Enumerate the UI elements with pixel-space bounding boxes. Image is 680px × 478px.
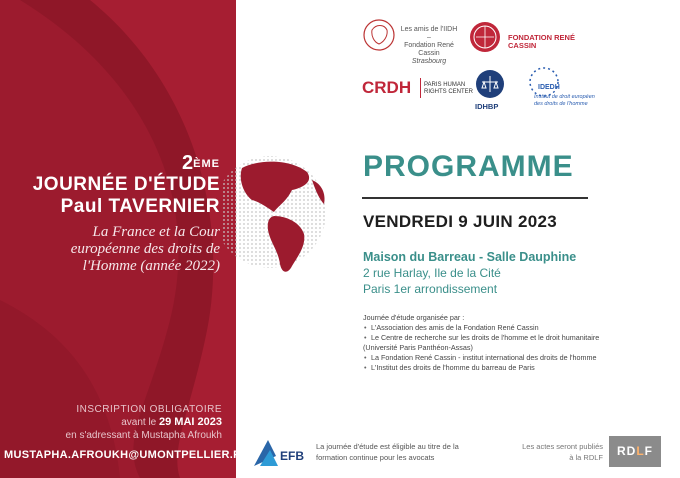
- idedh-sub: Institut de droit européen des droits de l'homme: [534, 94, 595, 107]
- partner-logos: [360, 16, 600, 116]
- left-panel: [0, 0, 236, 478]
- amis-logo-text: Les amis de l'IIDH – Fondation René Cassin Strasbourg: [400, 26, 458, 65]
- idedh-logo-text: IDEDH: [538, 84, 560, 91]
- edition: [0, 152, 220, 174]
- contact-email[interactable]: MUSTAPHA.AFROUKH@UMONTPELLIER.FR: [4, 449, 249, 461]
- idhbp-logo-text: IDHBP: [475, 102, 499, 111]
- list-item: • L'Association des amis de la Fondation René Cassin: [371, 323, 608, 333]
- subtitle-line: La France et la Cour: [92, 224, 220, 240]
- idhbp-scales-icon: [474, 68, 510, 100]
- list-item: • L'Institut des droits de l'homme du barreau de Paris: [371, 363, 608, 373]
- organizers-intro: Journée d'étude organisée par :: [363, 313, 465, 322]
- efb-eligibility: La journée d'étude est éligible au titre de la formation continue pour les avocats: [316, 442, 459, 462]
- venue-district: Paris 1er arrondissement: [363, 282, 498, 296]
- crdh-divider: [420, 78, 421, 98]
- venue-block: [363, 249, 576, 297]
- list-item-continuation: (Université Paris Panthéon-Assas): [363, 343, 473, 352]
- efb-logo-text: EFB: [280, 449, 304, 463]
- venue-address: 2 rue Harlay, Ile de la Cité: [363, 266, 501, 280]
- globe-icon: [222, 150, 332, 280]
- crdh-logo: CRDH: [362, 78, 412, 97]
- edition-suffix: ÈME: [193, 158, 220, 170]
- event-title: JOURNÉE D'ÉTUDE: [32, 174, 220, 195]
- contact-line: en s'adressant à Mustapha Afroukh: [65, 430, 222, 441]
- heading-divider: [362, 197, 588, 199]
- programme-heading: PROGRAMME: [363, 150, 574, 183]
- event-subtitle: [0, 224, 220, 275]
- crdh-sub: PARIS HUMAN RIGHTS CENTER: [424, 82, 474, 95]
- organizers-block: [363, 313, 608, 373]
- organizers-list: [363, 323, 608, 373]
- deadline: [0, 416, 222, 429]
- registration-label: INSCRIPTION OBLIGATOIRE: [76, 404, 222, 415]
- rdlf-logo[interactable]: RDLF: [609, 436, 661, 467]
- list-item: • La Fondation René Cassin - institut international des droits de l'homme: [371, 353, 608, 363]
- subtitle-line: l'Homme (année 2022): [82, 258, 220, 274]
- event-name: Paul TAVERNIER: [60, 196, 220, 217]
- fondation-globe-icon: [468, 20, 502, 54]
- deadline-date: 29 MAI 2023: [159, 416, 222, 428]
- deadline-prefix: avant le: [121, 417, 157, 428]
- rene-cassin-portrait-icon: [362, 18, 396, 52]
- event-title-block: [0, 152, 220, 275]
- venue-name: Maison du Barreau - Salle Dauphine: [363, 250, 577, 264]
- subtitle-line: européenne des droits de: [70, 241, 220, 257]
- registration-info: [0, 403, 222, 442]
- publication-note: Les actes seront publiés à la RDLF: [522, 442, 603, 462]
- efb-logo: [250, 436, 312, 470]
- list-item: • Le Centre de recherche sur les droits de l'homme et le droit humanitaire: [371, 333, 608, 343]
- event-date: VENDREDI 9 JUIN 2023: [363, 212, 558, 231]
- edition-number: 2: [182, 152, 194, 174]
- fondation-logo-text: FONDATION RENÉ CASSIN: [508, 33, 575, 50]
